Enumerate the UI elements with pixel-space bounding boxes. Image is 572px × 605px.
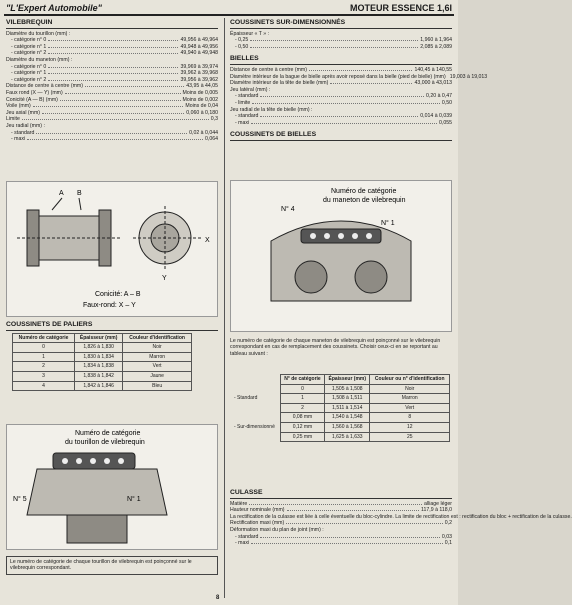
- spec-label: - maxi: [11, 136, 26, 143]
- table-cell: 1,842 à 1,846: [75, 381, 123, 391]
- spec-value: 0,03: [441, 533, 452, 540]
- table-cell: 0,25 mm: [280, 432, 324, 442]
- spec-row: [6, 77, 218, 84]
- note-right-box: [230, 338, 452, 357]
- label-n1: N° 1: [127, 496, 141, 503]
- spec-value: 0,064: [205, 136, 218, 143]
- spec-row: [6, 50, 218, 57]
- spec-row: [6, 90, 218, 97]
- header-rule: [4, 14, 454, 16]
- stamp-mark: [366, 233, 372, 239]
- note-left-box: [6, 556, 218, 575]
- block-base: [67, 515, 127, 543]
- table-cell: 0: [280, 384, 324, 394]
- leader-dots: [309, 67, 413, 71]
- spec-label: Diamètre intérieur de la tête de bielle (mm): [230, 80, 329, 87]
- column-divider: [224, 18, 225, 598]
- spec-label: Voile (mm): [6, 103, 31, 110]
- leader-dots: [286, 520, 443, 524]
- spec-label: - catégorie n° 1: [11, 43, 47, 50]
- header-right: MOTEUR ESSENCE 1,6I: [349, 3, 452, 13]
- label-y: Y: [162, 275, 167, 282]
- spec-row: [230, 93, 452, 100]
- spec-label: - catégorie n° 2: [11, 76, 47, 83]
- spec-label: - catégorie n° 0: [11, 63, 47, 70]
- section-title-coussinets-bielles: COUSSINETS DE BIELLES: [230, 132, 452, 141]
- spec-value: 140,45 à 140,55: [414, 66, 452, 73]
- table-cell: 0,12 mm: [280, 422, 324, 432]
- spec-label: Distance de centre à centre (mm): [6, 83, 83, 90]
- section-title-bielles: BIELLES: [230, 56, 452, 65]
- spec-row: [230, 527, 452, 534]
- block-shape: [27, 469, 167, 515]
- vilebrequin-spec-list: [6, 31, 218, 143]
- spec-value: 49,948 à 49,956: [180, 43, 218, 50]
- leader-dots: [36, 130, 187, 134]
- spec-label: - maxi: [235, 119, 250, 126]
- spec-label: Matière: [230, 500, 248, 507]
- spec-row: [230, 87, 452, 94]
- spec-value: 39,969 à 39,974: [180, 63, 218, 70]
- label-n4: N° 4: [281, 206, 295, 213]
- spec-row: [6, 31, 218, 38]
- spec-row: [6, 123, 218, 130]
- paliers-table: [12, 333, 192, 392]
- spec-label: Jeu axial (mm): [6, 109, 41, 116]
- table-cell: 1,826 à 1,830: [75, 343, 123, 353]
- leader-dots: [48, 77, 178, 81]
- table-cell: 4: [13, 381, 75, 391]
- leader-dots: [48, 37, 178, 41]
- table-cell: 1,834 à 1,838: [75, 362, 123, 372]
- spec-label: Rectification maxi (mm): [230, 520, 285, 527]
- table-cell: 1,560 à 1,568: [325, 422, 370, 432]
- leader-dots: [287, 507, 420, 511]
- leader-dots: [48, 64, 178, 68]
- spec-label: Jeu radial de la tête de bielle (mm) :: [230, 106, 313, 113]
- fig2-title-2: du tourillon de vilebrequin: [65, 439, 145, 446]
- table-cell: 1,508 à 1,511: [325, 394, 370, 404]
- spec-value: Moins de 0,005: [182, 89, 218, 96]
- spec-row: [6, 64, 218, 71]
- spec-value: 49,940 à 49,948: [180, 50, 218, 57]
- spec-label: - catégorie n° 0: [11, 37, 47, 44]
- table-cell: Noir: [123, 343, 192, 353]
- spec-label: - 0,50: [235, 43, 249, 50]
- table-cell: Vert: [370, 403, 450, 413]
- spec-label: Diamètre intérieur de la bague de bielle après avoir reposé dans la bielle (pied de bielle) (mm): [230, 73, 446, 80]
- note-left: Le numéro de catégorie de chaque tourillon de vilebrequin est poinçonné sur le vilebrequin correspondant.: [6, 556, 218, 575]
- spec-value: Moins de 0,002: [182, 96, 218, 103]
- column-header: N° de catégorie: [280, 375, 324, 385]
- stamp-mark: [352, 233, 358, 239]
- spec-row: [230, 100, 452, 107]
- spec-row: [230, 113, 452, 120]
- page-number: 8: [216, 595, 220, 601]
- stamp-mark: [324, 233, 330, 239]
- spec-row: [230, 37, 452, 44]
- table-cell: 1,838 à 1,842: [75, 371, 123, 381]
- leader-dots: [260, 534, 440, 538]
- spec-label: Jeu latéral (mm) :: [230, 86, 271, 93]
- table-row: [232, 413, 450, 423]
- fig3-title-2: du maneton de vilebrequin: [323, 197, 406, 204]
- stamp-mark: [338, 233, 344, 239]
- spec-value: 39,962 à 39,968: [180, 70, 218, 77]
- right-column: [230, 19, 488, 143]
- spec-label: - standard: [11, 129, 35, 136]
- spec-row: [6, 116, 218, 123]
- table-cell: Jaune: [123, 371, 192, 381]
- fig2-title-1: Numéro de catégorie: [75, 430, 141, 437]
- spec-label: Diamètre du maneton (mm) :: [6, 56, 73, 63]
- leader-dots: [250, 44, 418, 48]
- paliers-section: [6, 322, 218, 391]
- spec-label: Distance de centre à centre (mm): [230, 66, 307, 73]
- leader-dots: [48, 50, 178, 54]
- stamp-mark: [118, 458, 124, 464]
- arrow-a-icon: [52, 198, 62, 210]
- column-header: Épaisseur (mm): [75, 333, 123, 343]
- spec-label: - limite: [235, 99, 251, 106]
- spec-row: [6, 37, 218, 44]
- spec-value: 19,003 à 19,013: [449, 73, 488, 80]
- spec-label: - 0,25: [235, 37, 249, 44]
- leader-dots: [33, 103, 184, 107]
- table-cell: 0,08 mm: [280, 413, 324, 423]
- table-cell: 1: [13, 352, 75, 362]
- column-header: Couleur ou n° d'identification: [370, 375, 450, 385]
- table-row: [13, 381, 192, 391]
- culasse-spec-list: [230, 500, 572, 547]
- spec-value: 0,060 à 0,180: [186, 109, 218, 116]
- spec-value: 0,20 à 0,47: [426, 93, 452, 100]
- fig3-title-1: Numéro de catégorie: [331, 188, 397, 195]
- leader-dots: [22, 116, 209, 120]
- spec-row: [230, 540, 452, 547]
- spec-row: [230, 31, 452, 38]
- spec-value: 49,956 à 49,964: [180, 37, 218, 44]
- leader-dots: [85, 83, 184, 87]
- spec-value: 43,95 à 44,05: [186, 83, 218, 90]
- table-cell: Marron: [123, 352, 192, 362]
- column-header: Numéro de catégorie: [13, 333, 75, 343]
- spec-label: - standard: [235, 93, 259, 100]
- spec-label: Hauteur nominale (mm): [230, 507, 285, 514]
- spec-value: 117,9 à 118,0: [421, 507, 452, 514]
- spec-row: [6, 136, 218, 143]
- spec-value: 0,1: [444, 540, 452, 547]
- spec-value: 0,014 à 0,039: [420, 113, 452, 120]
- spec-row: [230, 44, 452, 51]
- spec-label: Faux rond (X — Y) (mm): [6, 89, 63, 96]
- spec-row: [6, 103, 218, 110]
- table-cell: 1,511 à 1,514: [325, 403, 370, 413]
- note-right: Le numéro de catégorie de chaque maneton de vilebrequin est poinçonné sur le vilebrequin correspondant en cas de remplacement des coussinets. Choisir ceux-ci en se reportant au tableau suivant :: [230, 338, 441, 357]
- column-header: Épaisseur (mm): [325, 375, 370, 385]
- table-row: [13, 371, 192, 381]
- table-cell: Vert: [123, 362, 192, 372]
- table-cell: 1,540 à 1,548: [325, 413, 370, 423]
- spec-row: [230, 534, 452, 541]
- leader-dots: [48, 70, 178, 74]
- table-header-row: [13, 333, 192, 343]
- spec-row: [230, 513, 572, 521]
- stamp-mark: [76, 458, 82, 464]
- table-row: [13, 352, 192, 362]
- spec-row: [230, 520, 452, 527]
- stamp-mark: [104, 458, 110, 464]
- spec-row: [6, 97, 218, 104]
- stamp-mark: [62, 458, 68, 464]
- spec-value: 0,055: [439, 119, 452, 126]
- spec-label: - catégorie n° 2: [11, 50, 47, 57]
- label-n1: N° 1: [381, 220, 395, 227]
- crankshaft-diagram: [7, 182, 217, 316]
- table-cell: 12: [370, 422, 450, 432]
- spec-label: Diamètre du tourillon (mm) :: [6, 30, 71, 37]
- group-label: - Sur-dimensionné: [234, 423, 275, 430]
- spec-value: 43,000 à 43,013: [414, 80, 452, 87]
- table-cell: 1,830 à 1,834: [75, 352, 123, 362]
- label-n5: N° 5: [13, 496, 27, 503]
- spec-row: [6, 57, 218, 64]
- leader-dots: [60, 97, 181, 101]
- table-row: [13, 362, 192, 372]
- spec-row: [230, 73, 488, 81]
- leader-dots: [48, 44, 178, 48]
- coussinets-table-wrap: [232, 374, 450, 442]
- stamp-mark: [90, 458, 96, 464]
- spec-row: [230, 501, 452, 508]
- conicite-caption: Conicité: A – B: [95, 291, 141, 298]
- table-row: [232, 384, 450, 394]
- table-cell: 2: [280, 403, 324, 413]
- leader-dots: [330, 80, 412, 84]
- spec-value: 0,02 à 0,044: [189, 129, 218, 136]
- spec-value: 39,956 à 39,962: [180, 76, 218, 83]
- label-x: X: [205, 237, 210, 244]
- leader-dots: [249, 501, 422, 505]
- table-cell: 1: [280, 394, 324, 404]
- spec-value: 0,50: [441, 99, 452, 106]
- group-label: - Standard: [234, 395, 258, 402]
- table-row: [13, 343, 192, 353]
- section-title-paliers: COUSSINETS DE PALIERS: [6, 322, 218, 331]
- spec-row: [230, 67, 452, 74]
- label-a: A: [59, 190, 64, 197]
- leader-dots: [250, 37, 418, 41]
- spec-label: Déformation maxi du plan de joint (mm) :: [230, 526, 324, 533]
- table-cell: Noir: [370, 384, 450, 394]
- spec-label: Épaisseur « T » :: [230, 30, 270, 37]
- spec-value: 1,960 à 1,964: [420, 37, 452, 44]
- spec-row: [6, 83, 218, 90]
- section-title-vilebrequin: VILEBREQUIN: [6, 20, 218, 29]
- leader-dots: [65, 90, 181, 94]
- spec-label: La rectification de la culasse est liée à celle éventuelle du bloc-cylindre. La limite de rectification est : rectification du bloc + rectification de la culasse.: [230, 513, 572, 520]
- tourillon-category-figure: [6, 424, 218, 550]
- spec-label: - standard: [235, 113, 259, 120]
- header-left: "L'Expert Automobile": [6, 3, 102, 13]
- section-title-culasse: CULASSE: [230, 490, 452, 499]
- left-column: [6, 20, 218, 143]
- spec-row: [6, 130, 218, 137]
- stamp-mark: [310, 233, 316, 239]
- spec-label: - standard: [235, 533, 259, 540]
- tourillon-diagram: [7, 425, 217, 549]
- spec-value: 0,3: [210, 116, 218, 123]
- spec-label: Jeu radial (mm) :: [6, 122, 45, 129]
- table-cell: Bleu: [123, 381, 192, 391]
- section-title-surdim: COUSSINETS SUR-DIMENSIONNÉS: [230, 20, 452, 29]
- spec-row: [6, 110, 218, 117]
- table-cell: 0: [13, 343, 75, 353]
- spec-label: Conicité (A — B) (mm): [6, 96, 58, 103]
- spec-row: [6, 44, 218, 51]
- table-cell: 1,625 à 1,633: [325, 432, 370, 442]
- column-header: Couleur d'identification: [123, 333, 192, 343]
- spec-value: alliage léger: [424, 500, 452, 507]
- crankshaft-measure-figure: [6, 181, 218, 317]
- spec-value: 0,2: [444, 520, 452, 527]
- spec-label: - catégorie n° 1: [11, 70, 47, 77]
- culasse-section: [230, 489, 572, 547]
- table-cell: Marron: [370, 394, 450, 404]
- spec-row: [230, 107, 452, 114]
- spec-label: - maxi: [235, 540, 250, 547]
- leader-dots: [251, 120, 437, 124]
- blank-header: [232, 375, 280, 385]
- spec-row: [230, 507, 452, 514]
- bore-right: [355, 261, 387, 293]
- table-cell: 2: [13, 362, 75, 372]
- leader-dots: [251, 540, 443, 544]
- maneton-category-figure: [230, 180, 452, 332]
- leader-dots: [252, 100, 440, 104]
- fauxrond-caption: Faux-rond: X – Y: [83, 302, 136, 309]
- leader-dots: [260, 93, 424, 97]
- bore-left: [295, 261, 327, 293]
- page-header: [0, 0, 458, 16]
- table-cell: 3: [13, 371, 75, 381]
- arrow-b-icon: [79, 198, 81, 210]
- leader-dots: [260, 113, 418, 117]
- table-cell: 8: [370, 413, 450, 423]
- leader-dots: [27, 136, 203, 140]
- spec-row: [230, 80, 452, 87]
- spec-row: [230, 120, 452, 127]
- maneton-diagram: [231, 181, 451, 331]
- table-header-row: [232, 375, 450, 385]
- coussinets-bielles-table: [232, 374, 450, 442]
- spec-row: [6, 70, 218, 77]
- spec-label: Limite: [6, 116, 20, 123]
- spec-value: Moins de 0,04: [185, 103, 218, 110]
- label-b: B: [77, 190, 82, 197]
- leader-dots: [42, 110, 184, 114]
- table-cell: 25: [370, 432, 450, 442]
- spec-value: 2,085 à 2,089: [420, 43, 452, 50]
- surdim-spec-list: [230, 31, 452, 51]
- table-cell: 1,505 à 1,508: [325, 384, 370, 394]
- bielles-spec-list: [230, 66, 488, 126]
